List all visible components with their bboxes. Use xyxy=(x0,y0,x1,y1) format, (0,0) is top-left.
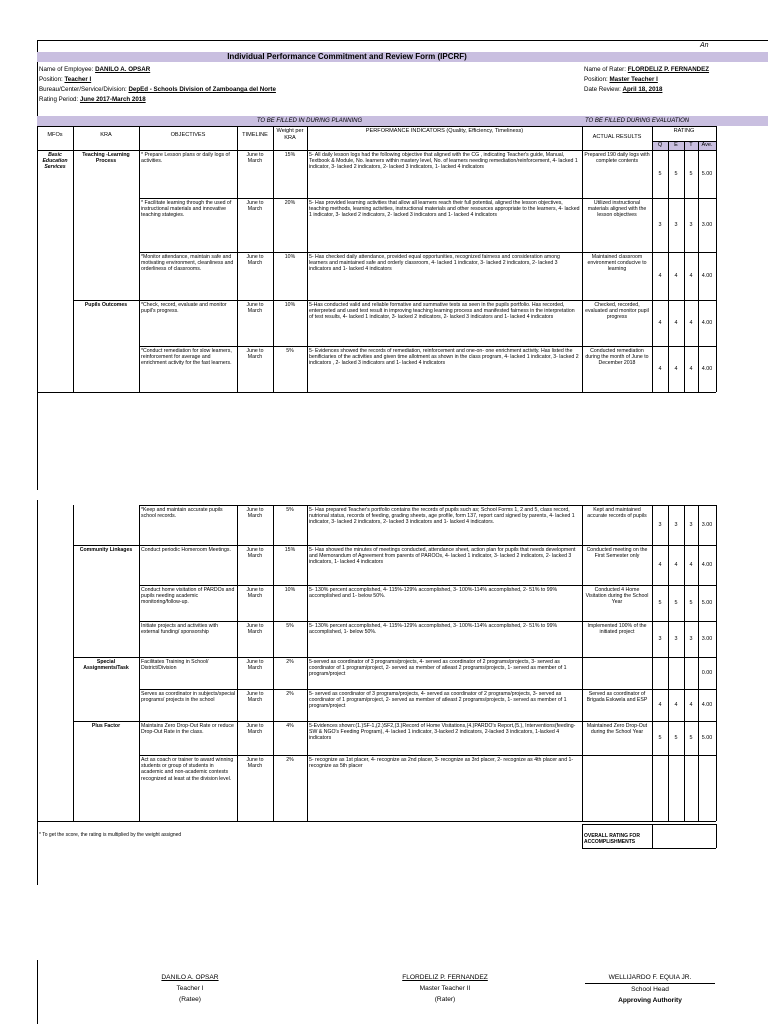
objective-cell: Conduct home visitation of PARDOs and pupils needing academic monitoring/follow-up. xyxy=(141,587,235,606)
weight-cell: 4% xyxy=(286,723,294,729)
rater-name: FLORDELIZ P. FERNANDEZ xyxy=(627,66,710,73)
column-rule xyxy=(668,150,669,392)
weight-cell: 2% xyxy=(286,757,294,763)
indicator-cell: 5- served as coordinator of 3 programs/projects, 4- served as coordinator of 2 programs/projects, 3- served as coordinator of 1 program/project, 2- served as member of atleast 2 programs/projects, 1- served as member of 1 program/project xyxy=(309,691,567,710)
employee-position: Teacher I xyxy=(64,76,92,83)
actual-result-cell: Conducted meeting on the First Semester only xyxy=(586,547,648,560)
indicator-cell: 5- Has provided learning activities that allow all learners reach their full potential, aligned the lesson objectives, teaching methods, learning activities, instructional materials and other resources appropriate to the learners, 4- lacked 1 indicator, 3- lacked 2 indicators, 2- lacked 3 indicators and 1- lacked 4 indicators xyxy=(309,200,580,219)
timeline-cell: June to March xyxy=(246,547,264,560)
timeline-cell: June to March xyxy=(246,507,264,520)
header-column-rule xyxy=(716,126,717,150)
section-planning: TO BE FILLED IN DURING PLANNING xyxy=(256,118,363,124)
rating-e: 4 xyxy=(674,273,678,279)
objective-cell: *Monitor attendance, maintain safe and motivating environment, cleanliness and orderliness of classrooms. xyxy=(141,254,234,273)
row-rule xyxy=(139,198,716,199)
objective-cell: * Facilitate learning through the used of instructional materials and innovative teaching stategies. xyxy=(141,200,232,219)
bureau-label: Bureau/Center/Service/Division: xyxy=(39,86,127,93)
objective-cell: * Prepare Lesson plans or daily logs of activities. xyxy=(141,152,230,165)
kra-cell: Special Assignments/Task xyxy=(83,659,129,672)
rating-e: 5 xyxy=(674,600,678,606)
header-rating: RATING xyxy=(673,128,695,134)
rating-e: 4 xyxy=(674,366,678,372)
row-rule xyxy=(139,252,716,253)
rater-signature-title: Master Teacher II xyxy=(419,985,471,992)
header-column-rule xyxy=(273,126,274,150)
kra-cell: Community Linkages xyxy=(79,547,133,553)
rating-t: 4 xyxy=(689,562,693,568)
rating-ave: 4.00 xyxy=(701,702,713,708)
timeline-cell: June to March xyxy=(246,348,264,361)
objective-cell: *Check, record, evaluate and monitor pupil's progress. xyxy=(141,302,227,315)
overall-left xyxy=(582,824,583,848)
rating-e: 4 xyxy=(674,702,678,708)
header-column-rule xyxy=(139,126,140,150)
weight-cell: 5% xyxy=(286,507,294,513)
column-rule xyxy=(273,505,274,821)
actual-result-cell: Prepared 190 daily logs with complete contents xyxy=(584,152,650,165)
weight-cell: 5% xyxy=(286,348,294,354)
weight-cell: 10% xyxy=(284,254,296,260)
rating-q: 3 xyxy=(658,222,662,228)
signature-rater xyxy=(370,972,520,1005)
header-column-rule xyxy=(37,126,38,150)
indicator-cell: 5-served as coordinator of 3 programs/projects, 4- served as coordinator of 2 programs/projects, 3- served as coordinator of 1 program/project, 2- served as member of atleast 2 programs/projects, 1- served as member of 1 program/project xyxy=(309,659,567,678)
objective-cell: *Keep and maintain accurate pupils school records. xyxy=(141,507,223,520)
employee-name-label: Name of Employee: xyxy=(39,66,94,73)
kra-cell: Teaching -Learning Process xyxy=(82,152,130,165)
ratee-name: DANILO A. OPSAR xyxy=(161,974,219,981)
column-rule xyxy=(698,150,699,392)
rater-signature-role: (Rater) xyxy=(434,996,456,1003)
timeline-cell: June to March xyxy=(246,200,264,213)
period-label: Rating Period: xyxy=(39,96,79,103)
header-column-rule xyxy=(668,141,669,150)
rating-ave: 0.00 xyxy=(701,670,713,676)
column-rule xyxy=(237,150,238,392)
timeline-cell: June to March xyxy=(246,691,264,704)
header-timeline: TIMELINE xyxy=(242,132,268,138)
timeline-cell: June to March xyxy=(246,302,264,315)
objective-cell: Conduct periodic Homeroom Meetings. xyxy=(141,547,231,553)
rating-q: 5 xyxy=(658,600,662,606)
overall-label: OVERALL RATING FOR ACCOMPLISHMENTS xyxy=(584,833,640,845)
rating-q: 4 xyxy=(658,273,662,279)
ratee-title: Teacher I xyxy=(176,985,204,992)
rating-t: 3 xyxy=(689,222,693,228)
weight-cell: 15% xyxy=(284,152,296,158)
overall-divider xyxy=(652,824,653,848)
indicator-cell: 5- All daily lesson logs had the following objective that aligned with the CG , indicating Teacher's guide, Manual, Textbook & Module, No. learners within mastery level, No. of learners needing remediation/reinforcement, 4- lacked 1 indicator, 3- lacked 2 indicators, 2- lacked 3 indicators, 1- lacked 4 indicators xyxy=(309,152,578,171)
column-rule xyxy=(652,150,653,392)
timeline-cell: June to March xyxy=(246,723,264,736)
rating-ave: 4.00 xyxy=(701,562,713,568)
header-e: E xyxy=(674,142,678,148)
rating-q: 5 xyxy=(658,171,662,177)
rater-name-row xyxy=(584,66,709,74)
review-date-row xyxy=(584,86,662,94)
actual-result-cell: Maintained classroom environment conducive to learning xyxy=(587,254,647,273)
mfo-cell: Basic Education Services xyxy=(42,152,68,171)
rating-t: 4 xyxy=(689,320,693,326)
row-rule xyxy=(139,505,716,506)
header-column-rule xyxy=(237,126,238,150)
column-rule xyxy=(698,505,699,821)
rating-ave: 4.00 xyxy=(701,273,713,279)
actual-result-cell: Maintained Zero Drop-Out during the School Year xyxy=(586,723,648,736)
row-rule xyxy=(37,150,716,151)
rating-e: 5 xyxy=(674,735,678,741)
timeline-cell: June to March xyxy=(246,152,264,165)
column-rule xyxy=(652,505,653,821)
rating-t: 4 xyxy=(689,273,693,279)
column-rule xyxy=(716,505,717,821)
annex-label: An xyxy=(700,42,709,49)
indicator-cell: 5-Evidences shown:(1.)SF-1,(2.)SF2,(3.)Record of Home Visitations,(4.)PARDO's Report,(5.), Interventions(feeding-SW & NGO's Feeding Program), 4- lacked 1 indicator, 3-lacked 2 indicators, 2-lacked 3 indicators, 1-lacked 4 indicators xyxy=(309,723,576,742)
rating-t: 3 xyxy=(689,522,693,528)
rating-e: 3 xyxy=(674,222,678,228)
indicator-cell: 5-Has conducted valid and reliable formative and summative tests as seen in the pupils portfolio. Has recorded, enterpreted and used test result in improving teaching learning process and manifested fairness in the interpretation of test results, 4- lacked 1 indicator, 3- lacked 2 indicators, 2- lacked 3 indicators and 1- lacked 4 indicators xyxy=(309,302,575,321)
overall-bottom xyxy=(582,848,716,849)
rater-position-row xyxy=(584,76,658,84)
signature-approver xyxy=(585,972,715,1006)
column-rule xyxy=(37,150,38,392)
overall-right xyxy=(716,824,717,848)
header-kra: KRA xyxy=(100,132,112,138)
weight-cell: 15% xyxy=(284,547,296,553)
row-rule xyxy=(73,300,716,301)
timeline-cell: June to March xyxy=(246,659,264,672)
header-indicators: PERFORMANCE INDICATORS (Quality, Efficiency, Timeliness) xyxy=(365,128,524,134)
column-rule xyxy=(307,150,308,392)
column-rule xyxy=(237,505,238,821)
header-ave: Ave. xyxy=(701,142,713,148)
actual-result-cell: Utilized instructional materials aligned with the lesson objectives xyxy=(587,200,647,219)
employee-position-label: Position: xyxy=(39,76,63,83)
weight-cell: 2% xyxy=(286,691,294,697)
row-rule xyxy=(139,346,716,347)
objective-cell: Maintains Zero Drop-Out Rate or reduce Drop-Out Rate in the class. xyxy=(141,723,234,736)
rating-t: 5 xyxy=(689,600,693,606)
rating-t: 3 xyxy=(689,636,693,642)
objective-cell: Serves as coordinator in subjects/special programs/ projects in the school xyxy=(141,691,235,704)
column-rule xyxy=(582,505,583,821)
row-rule xyxy=(139,585,716,586)
rating-q: 3 xyxy=(658,522,662,528)
column-rule xyxy=(273,150,274,392)
timeline-cell: June to March xyxy=(246,623,264,636)
header-actual: ACTUAL RESULTS xyxy=(592,134,642,140)
header-column-rule xyxy=(582,126,583,150)
table-bottom-rule xyxy=(37,392,716,393)
rating-q: 4 xyxy=(658,702,662,708)
review-date: April 18, 2018 xyxy=(622,86,663,93)
column-rule xyxy=(684,150,685,392)
column-rule xyxy=(582,150,583,392)
rating-t: 4 xyxy=(689,366,693,372)
rating-q: 5 xyxy=(658,735,662,741)
header-column-rule xyxy=(684,141,685,150)
timeline-cell: June to March xyxy=(246,757,264,770)
rating-ave: 5.00 xyxy=(701,600,713,606)
column-rule xyxy=(684,505,685,821)
approver-role: Approving Authority xyxy=(618,997,682,1004)
row-rule xyxy=(139,755,716,756)
rating-e: 4 xyxy=(674,320,678,326)
rating-ave: 5.00 xyxy=(701,735,713,741)
actual-result-cell: Served as coordinator of Brigada Eskwela and ESP xyxy=(586,691,648,704)
indicator-cell: 5- recognize as 1st placer, 4- recognize as 2nd placer, 3- recognize as 3rd placer, 2- recognize as 4th placer and 1- recognize as 5th placer xyxy=(309,757,574,770)
actual-result-cell: Kept and maintained accurate records of pupils xyxy=(587,507,647,520)
rating-ave: 5.00 xyxy=(701,171,713,177)
rating-t: 4 xyxy=(689,702,693,708)
weight-cell: 2% xyxy=(286,659,294,665)
column-rule xyxy=(139,150,140,392)
bureau: DepEd - Schools Division of Zamboanga del Norte xyxy=(128,86,276,93)
header-column-rule xyxy=(652,126,653,150)
header-weight: Weight per KRA xyxy=(276,128,304,141)
signature-ratee xyxy=(120,972,260,1005)
ratee-role: (Ratee) xyxy=(179,996,201,1003)
rating-t: 5 xyxy=(689,171,693,177)
weight-cell: 10% xyxy=(284,587,296,593)
actual-result-cell: Conducted 4 Home Visitation during the School Year xyxy=(585,587,649,606)
rating-ave: 4.00 xyxy=(701,320,713,326)
row-rule xyxy=(73,721,716,722)
rating-q: 4 xyxy=(658,562,662,568)
employee-name: DANILO A. OPSAR xyxy=(95,66,151,73)
weight-cell: 5% xyxy=(286,623,294,629)
objective-cell: Initiate projects and activities with external funding/ sponsorship xyxy=(141,623,218,636)
rater-signature-name: FLORDELIZ P. FERNANDEZ xyxy=(402,974,488,981)
table-bottom-rule xyxy=(37,821,716,822)
column-rule xyxy=(73,150,74,392)
employee-position-row xyxy=(39,76,91,84)
header-t: T xyxy=(689,142,693,148)
objective-cell: *Conduct remediation for slow learners, reinforcement for average and enrichment activity for the fast learners. xyxy=(141,348,232,367)
rating-ave: 4.00 xyxy=(701,366,713,372)
indicator-cell: 5- Has showed the minutes of meetings conducted, attendance sheet, action plan for pupils that needs development and Memorandum of Agreement from parents of PAROOs, 4- lacked 1 indicator, 3- lacked 2 indicators, 2- lacked 3 indicators, 1- lacked 4 indicators xyxy=(309,547,576,566)
header-column-rule xyxy=(698,141,699,150)
approver-name: WELLIJARDO F. EQUIA JR. xyxy=(608,974,692,981)
rating-t: 5 xyxy=(689,735,693,741)
header-q: Q xyxy=(657,142,663,148)
column-rule xyxy=(716,150,717,392)
rating-ave: 3.00 xyxy=(701,522,713,528)
indicator-cell: 5- 130% percent accomplished, 4- 115%-129% accomplished, 3- 100%-114% accomplished, 2- 51% to 99% accomplished and 1- below 50%. xyxy=(309,587,558,600)
rating-e: 4 xyxy=(674,562,678,568)
review-date-label: Date Review: xyxy=(584,86,621,93)
row-rule xyxy=(139,689,716,690)
column-rule xyxy=(668,505,669,821)
indicator-cell: 5- 130% percent accomplished, 4- 115%-129% accomplished, 3- 100%-114% accomplished, 2- 51% to 99% accomplished, 1- below 50%. xyxy=(309,623,558,636)
objective-cell: Act as coach or trainer to award winning students or group of students in academic and non-academic contests recognized at least at the division level. xyxy=(141,757,234,782)
header-column-rule xyxy=(73,126,74,150)
rating-period: June 2017-March 2018 xyxy=(79,96,146,103)
rating-e: 5 xyxy=(674,171,678,177)
bureau-row xyxy=(39,86,276,94)
actual-result-cell: Conducted remediation during the month of June to December 2018 xyxy=(585,348,649,367)
rating-q: 3 xyxy=(658,636,662,642)
header-mfos: MFOs xyxy=(47,132,63,138)
rating-e: 3 xyxy=(674,636,678,642)
weight-cell: 10% xyxy=(284,302,296,308)
timeline-cell: June to March xyxy=(246,587,264,600)
rater-position: Master Teacher I xyxy=(609,76,658,83)
indicator-cell: 5- Has checked daily attendance, provided equal opportunities, recognized fairness and consideration among learners and maintained safe and orderly classroom, 4- lacked 1 indicator, 3- lacked 2 indicators, 2- lacked 3 indicators and 1- lacked 4 indicators xyxy=(309,254,560,273)
period-row xyxy=(39,96,146,104)
column-rule xyxy=(73,505,74,821)
left-border xyxy=(37,960,38,1024)
column-rule xyxy=(307,505,308,821)
row-rule xyxy=(139,621,716,622)
employee-name-row xyxy=(39,66,150,74)
header-objectives: OBJECTIVES xyxy=(170,132,206,138)
form-title: Individual Performance Commitment and Review Form (IPCRF) xyxy=(227,52,467,61)
section-evaluation: TO BE FILLED DURING EVALUATION xyxy=(585,118,690,124)
footnote: * To get the score, the rating is multiplied by the weight assigned xyxy=(39,832,182,838)
weight-cell: 20% xyxy=(284,200,296,206)
indicator-cell: 5- Has prepared Teacher's portfolio contains the records of pupils such as; School Forms 1, 2 and 5, class record, nutrional status, records of feeding, grading sheets, age profile, form 137, report card signed by parents, 4- lacked 1 indicator, 3- lacked 2 indicators, 2- lacked 3 indicators and 1- lacked 4 indicators. xyxy=(309,507,575,526)
indicator-cell: 5- Evidences showed the records of remediation, reinforcement and one-on- one enrichment activity. Has listed the benificiaries of the activities and given time allotment as shown in the class program, 4- lacked 1 indicator, 3- lacked 2 indicators , 2- lacked 3 indicators and 1- lacked 4 indicators xyxy=(309,348,579,367)
top-rule xyxy=(37,40,768,41)
row-rule xyxy=(73,545,716,546)
overall-top xyxy=(582,824,716,825)
rating-ave: 3.00 xyxy=(701,636,713,642)
column-rule xyxy=(37,505,38,821)
actual-result-cell: Checked, recorded, evaluated and monitor pupil progress xyxy=(585,302,649,321)
actual-result-cell: Implemented 100% of the initiated project xyxy=(587,623,647,636)
rater-position-label: Position: xyxy=(584,76,608,83)
row-rule xyxy=(73,657,716,658)
rater-name-label: Name of Rater: xyxy=(584,66,626,73)
objective-cell: Facilitates Training in School/ District/Division xyxy=(141,659,209,672)
header-column-rule xyxy=(307,126,308,150)
timeline-cell: June to March xyxy=(246,254,264,267)
kra-cell: Pupils Outcomes xyxy=(84,302,128,308)
rating-e: 3 xyxy=(674,522,678,528)
rating-q: 4 xyxy=(658,366,662,372)
approver-title: School Head xyxy=(585,983,715,995)
kra-cell: Plus Factor xyxy=(91,723,121,729)
rating-ave: 3.00 xyxy=(701,222,713,228)
column-rule xyxy=(139,505,140,821)
rating-q: 4 xyxy=(658,320,662,326)
